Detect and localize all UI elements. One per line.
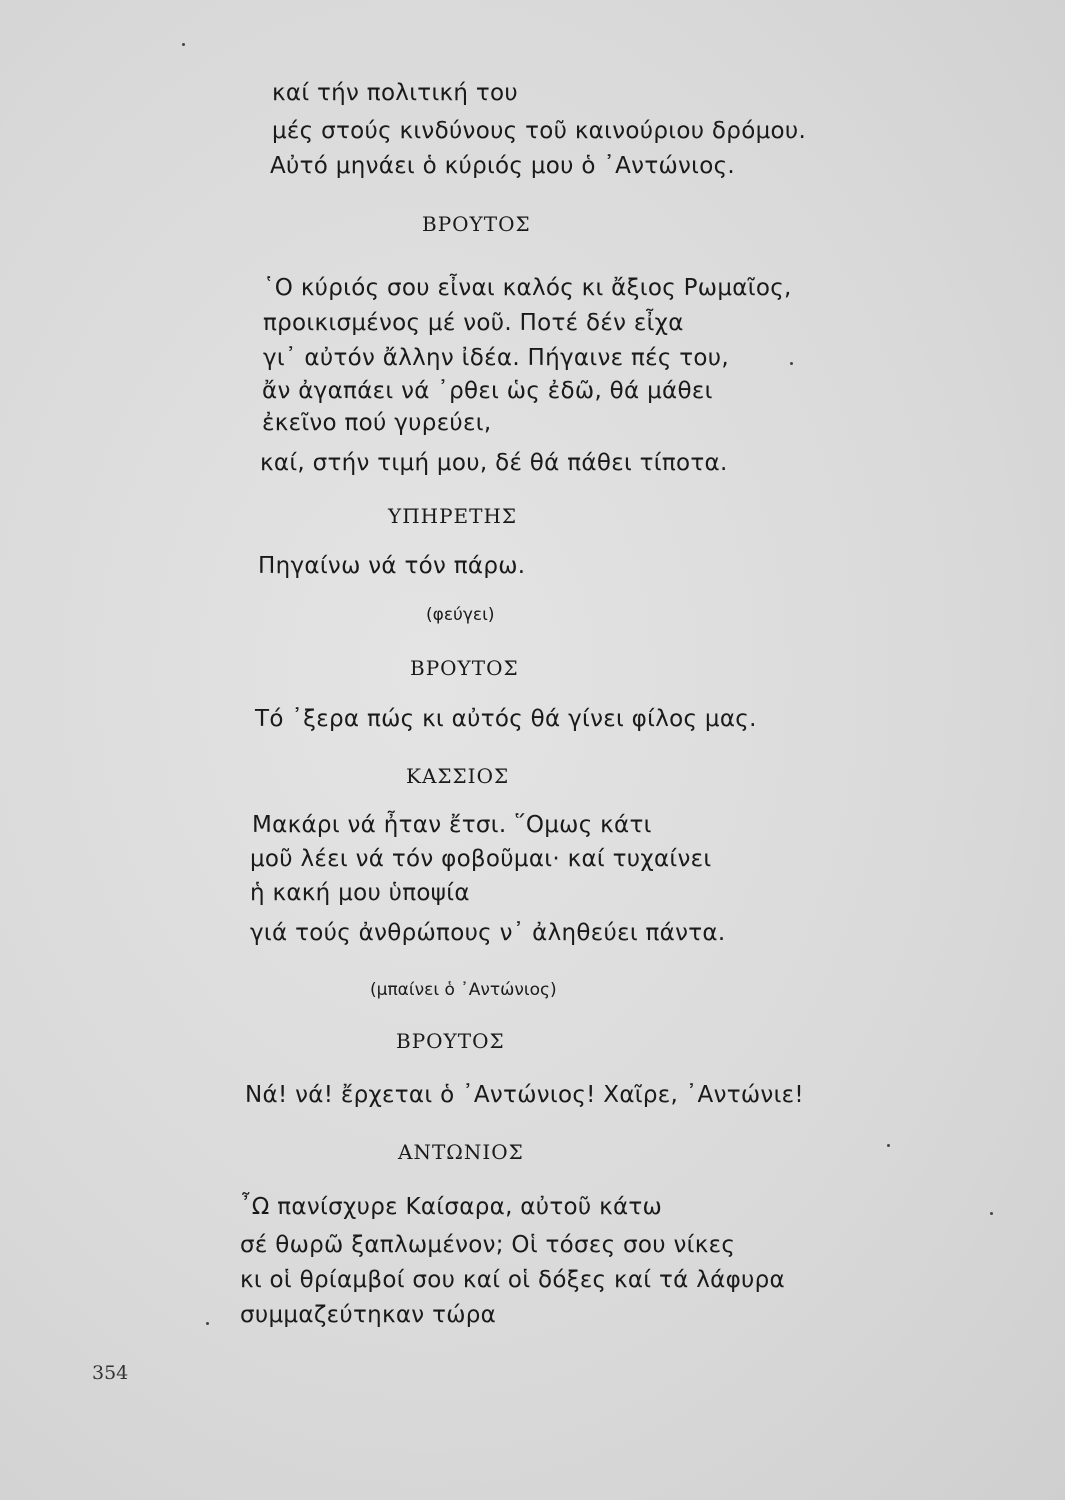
speaker-name: ΥΠΗΡΕΤΗΣ — [388, 504, 518, 528]
page-number: 354 — [92, 1362, 129, 1384]
verse-line: συμμαζεύτηκαν τώρα — [240, 1302, 497, 1328]
verse-line: Μακάρι νά ἦταν ἔτσι. ῞Ομως κάτι — [252, 812, 652, 838]
paper-speck — [887, 1144, 890, 1147]
stage-direction: (μπαίνει ὁ ᾿Αντώνιος) — [370, 980, 557, 1000]
verse-line: ῾Ο κύριός σου εἶναι καλός κι ἄξιος Ρωμαῖος, — [263, 275, 792, 301]
speaker-name: ΒΡΟΥΤΟΣ — [422, 212, 531, 236]
verse-line: ἡ κακή μου ὑποψία — [250, 880, 470, 906]
speaker-name: ΑΝΤΩΝΙΟΣ — [398, 1140, 524, 1164]
verse-line: Αὐτό μηνάει ὁ κύριός μου ὁ ᾿Αντώνιος. — [270, 153, 736, 179]
verse-line: Νά! νά! ἔρχεται ὁ ᾿Αντώνιος! Χαῖρε, ᾿Αντώνιε! — [245, 1082, 804, 1108]
verse-line: προικισμένος μέ νοῦ. Ποτέ δέν εἶχα — [263, 310, 684, 336]
verse-line: Τό ᾿ξερα πώς κι αὐτός θά γίνει φίλος μας. — [255, 706, 757, 732]
verse-line: ἄν ἀγαπάει νά ᾿ρθει ὡς ἐδῶ, θά μάθει — [262, 378, 713, 404]
paper-speck — [182, 43, 185, 46]
speaker-name: ΒΡΟΥΤΟΣ — [396, 1029, 505, 1053]
speaker-name: ΚΑΣΣΙΟΣ — [406, 764, 510, 788]
verse-line: ῏Ω πανίσχυρε Καίσαρα, αὐτοῦ κάτω — [240, 1194, 663, 1220]
paper-speck — [206, 1322, 209, 1325]
verse-line: γιά τούς ἀνθρώπους ν᾿ ἀληθεύει πάντα. — [250, 920, 726, 946]
verse-line: καί, στήν τιμή μου, δέ θά πάθει τίποτα. — [260, 450, 728, 476]
verse-line: ἐκεῖνο πού γυρεύει, — [262, 410, 492, 436]
verse-line: μές στούς κινδύνους τοῦ καινούριου δρόμου. — [272, 118, 807, 144]
speaker-name: ΒΡΟΥΤΟΣ — [410, 656, 519, 680]
verse-line: μοῦ λέει νά τόν φοβοῦμαι· καί τυχαίνει — [250, 846, 712, 872]
verse-line: γι᾿ αὐτόν ἄλλην ἰδέα. Πήγαινε πές του, — [263, 345, 729, 371]
paper-speck — [990, 1212, 993, 1215]
paper-speck — [790, 362, 793, 365]
verse-line: σέ θωρῶ ξαπλωμένον; Οἱ τόσες σου νίκες — [240, 1232, 736, 1258]
verse-line: Πηγαίνω νά τόν πάρω. — [258, 553, 526, 579]
verse-line: καί τήν πολιτική του — [272, 80, 519, 106]
verse-line: κι οἱ θρίαμβοί σου καί οἱ δόξες καί τά λάφυρα — [240, 1267, 786, 1293]
stage-direction: (φεύγει) — [426, 605, 495, 625]
